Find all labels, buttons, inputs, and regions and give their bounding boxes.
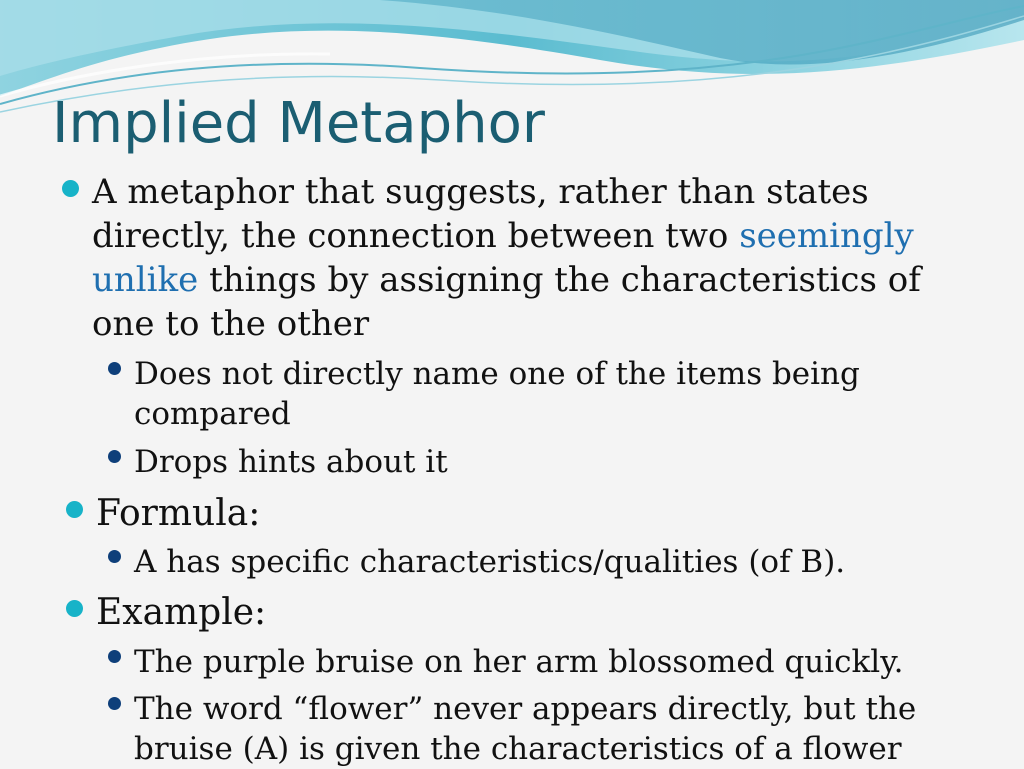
definition-text — [62, 170, 942, 346]
bullet-dot — [108, 450, 121, 463]
bullet-definition — [62, 170, 942, 346]
sub-bullet-example-1 — [108, 642, 968, 682]
bullet-dot — [108, 550, 121, 563]
bullet-dot — [62, 180, 79, 197]
bullet-dot — [66, 501, 83, 518]
sub-bullet-formula — [108, 542, 928, 582]
bullet-dot — [66, 600, 83, 617]
sub-bullet-text: Drops hints about it — [134, 444, 448, 480]
example-text-1: The purple bruise on her arm blossomed quickly. — [134, 644, 904, 680]
formula-text: A has specific characteristics/qualities (of B). — [134, 544, 846, 580]
formula-label: Formula: — [96, 493, 261, 534]
bullet-dot — [108, 650, 121, 663]
sub-bullet-hints — [108, 442, 908, 482]
sub-bullet-example-2 — [108, 689, 938, 769]
bullet-example — [66, 591, 866, 635]
definition-highlight: seemingly unlike — [92, 216, 914, 300]
bullet-formula — [66, 492, 866, 536]
bullet-dot — [108, 362, 121, 375]
bullet-dot — [108, 697, 121, 710]
sub-bullet-not-named — [108, 354, 908, 434]
definition-text-after: things by assigning the characteristics of one to the other — [92, 260, 921, 344]
slide-title: Implied Metaphor — [52, 91, 545, 156]
sub-bullet-text: Does not directly name one of the items being compared — [134, 356, 860, 432]
example-text-2: The word “flower” never appears directly, but the bruise (A) is given the characteristics of a flower — [134, 691, 917, 767]
example-label: Example: — [96, 592, 267, 633]
definition-text-before: A metaphor that suggests, rather than states directly, the connection between two — [92, 172, 869, 256]
